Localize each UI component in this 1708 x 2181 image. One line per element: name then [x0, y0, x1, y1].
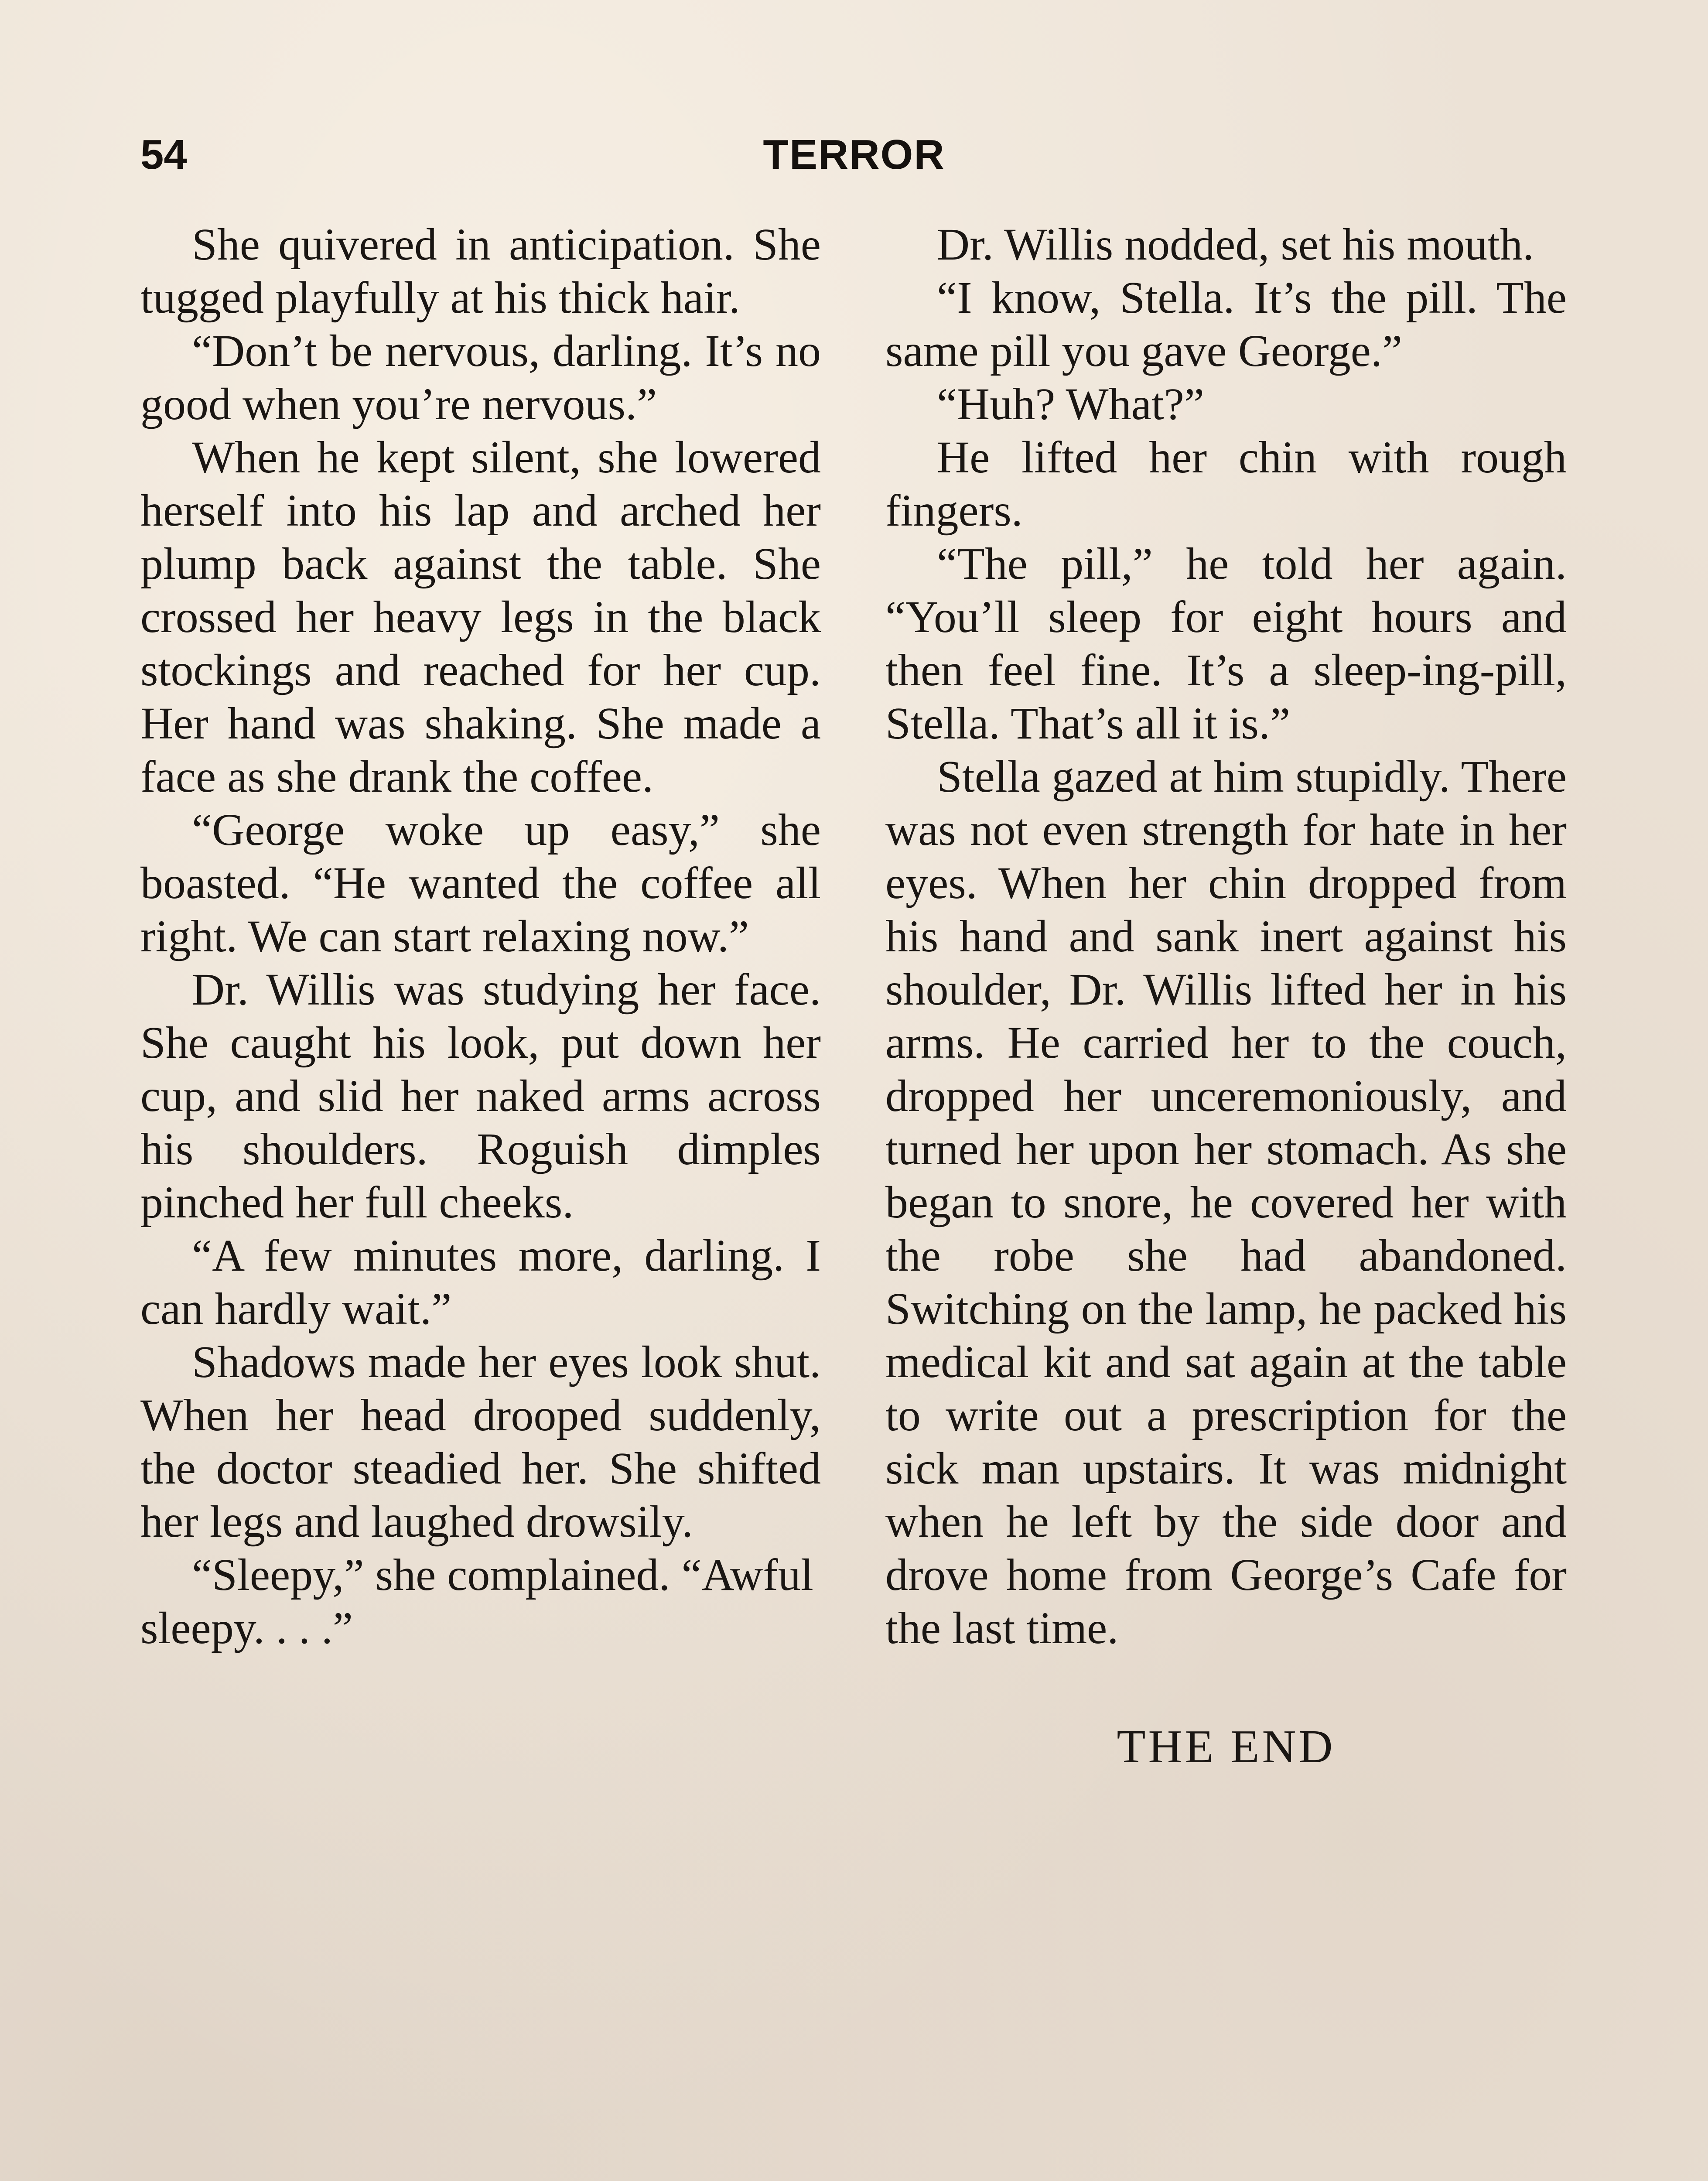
paragraph: “The pill,” he told her again. “You’ll sleep for eight hours and then feel fine. It’s a sleep-ing-pill, Stella. That’s all it is.” — [885, 539, 1567, 749]
running-head: TERROR — [763, 131, 945, 178]
left-column — [140, 218, 821, 1655]
paragraph: Stella gazed at him stupidly. There was not even strength for hate in her eyes. When her chin dropped from his hand and sank inert against his shoulder, Dr. Willis lifted her in his arms. He carried her to the couch, dropped her unceremoniously, and turned her upon her stomach. As she began to snore, he covered her with the robe she had abandoned. Switching on the lamp, he packed his medical kit and sat again at the table to write out a prescription for the sick man upstairs. It was midnight when he left by the side door and drove home from George’s Cafe for the last time. — [885, 752, 1567, 1653]
page-header — [140, 131, 1568, 196]
paragraph: Dr. Willis was studying her face. She caught his look, put down her cup, and slid her naked arms across his shoulders. Roguish dimples pinched her full cheeks. — [140, 964, 821, 1227]
paragraph: “George woke up easy,” she boasted. “He wanted the coffee all right. We can start relaxing now.” — [140, 805, 821, 961]
paragraph: Dr. Willis nodded, set his mouth. — [937, 219, 1534, 270]
paragraph: He lifted her chin with rough fingers. — [885, 432, 1567, 536]
paragraph: When he kept silent, she lowered herself into his lap and arched her plump back against the table. She crossed her heavy legs in the black stockings and reached for her cup. Her hand was shaking. She made a face as she drank the coffee. — [140, 432, 821, 802]
paragraph: “Sleepy,” she complained. “Awful sleepy. . . .” — [140, 1550, 813, 1653]
right-column — [885, 218, 1567, 1774]
paragraph: “I know, Stella. It’s the pill. The same pill you gave George.” — [885, 273, 1567, 376]
paragraph: She quivered in anticipation. She tugged playfully at his thick hair. — [140, 219, 821, 323]
paragraph: “Don’t be nervous, darling. It’s no good when you’re nervous.” — [140, 326, 821, 429]
paragraph: “A few minutes more, darling. I can hardly wait.” — [140, 1231, 821, 1334]
page-number: 54 — [140, 131, 187, 178]
paragraph: “Huh? What?” — [937, 379, 1205, 429]
paragraph: Shadows made her eyes look shut. When her head drooped suddenly, the doctor steadied her. She shifted her legs and laughed drowsily. — [140, 1337, 821, 1547]
the-end-label: THE END — [1117, 1721, 1336, 1773]
